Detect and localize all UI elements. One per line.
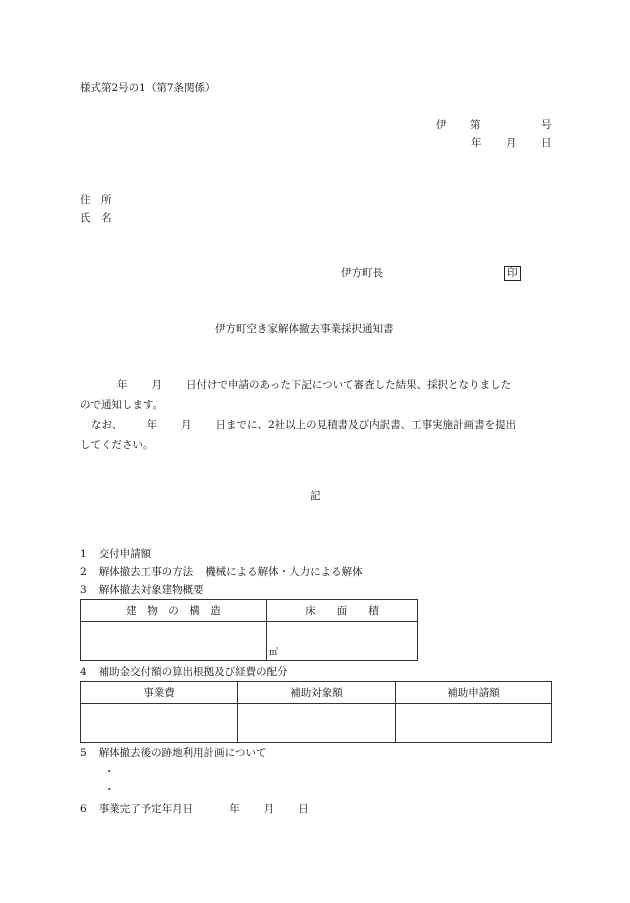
p2-continuation: してください。 (80, 439, 154, 451)
building-structure-cell (81, 622, 267, 661)
date-month: 月 (506, 137, 517, 149)
item-3 (80, 585, 204, 596)
item-4 (80, 667, 288, 678)
item-4-label: 補助金交付額の算出根拠及び経費の配分 (98, 666, 288, 678)
project-cost-cell (81, 704, 238, 743)
item-2-label: 解体撤去工事の方法 (98, 566, 194, 578)
name-label: 氏 名 (80, 212, 112, 224)
ki-heading: 記 (310, 490, 321, 502)
body-paragraph-1 (80, 375, 556, 415)
item-5-num: 5 (80, 747, 87, 759)
p1-text: 日付けで申請のあった下記について審査した結果、採択となりました (186, 379, 512, 391)
item-2 (80, 567, 363, 578)
item-6-label: 事業完了予定年月日 (98, 803, 194, 815)
item-6 (80, 804, 309, 815)
date-day: 日 (541, 137, 552, 149)
item-6-month: 月 (263, 803, 275, 815)
item-4-num: 4 (80, 666, 87, 678)
item-1-label: 交付申請額 (98, 548, 152, 560)
date-year: 年 (471, 137, 482, 149)
item-2-num: 2 (80, 566, 87, 578)
item-5-bullet-1: ・ (104, 766, 115, 778)
item-5-label: 解体撤去後の跡地利用計画について (98, 747, 267, 759)
p1-year: 年 (117, 379, 128, 391)
issuer-title: 伊方町長 (341, 267, 383, 279)
cost-table (80, 681, 552, 743)
p1-month: 月 (151, 379, 162, 391)
doc-no-prefix: 伊 (436, 119, 447, 131)
eligible-amount-header: 補助対象額 (238, 682, 396, 704)
item-3-label: 解体撤去対象建物概要 (98, 584, 204, 596)
item-2-value: 機械による解体・人力による解体 (205, 566, 363, 578)
p1-continuation: ので通知します。 (80, 399, 164, 411)
requested-amount-header: 補助申請額 (396, 682, 552, 704)
item-6-year: 年 (229, 803, 240, 815)
eligible-amount-cell (238, 704, 396, 743)
p2-year: 年 (146, 419, 157, 431)
item-6-num: 6 (80, 803, 87, 815)
item-1 (80, 549, 151, 560)
p2-text: 日までに、2社以上の見積書及び内訳書、工事実施計画書を提出 (215, 419, 517, 431)
doc-no-mid: 第 (470, 119, 481, 131)
floor-area-cell (267, 622, 418, 661)
body-paragraph-2 (80, 415, 556, 455)
floor-area-header: 床 面 積 (267, 600, 418, 622)
building-table (80, 599, 418, 661)
item-6-day: 日 (298, 803, 309, 815)
item-1-num: 1 (80, 548, 87, 560)
address-label: 住 所 (80, 194, 112, 206)
seal-mark: 印 (504, 266, 521, 281)
area-unit: ㎡ (269, 648, 279, 658)
item-5-bullet-2: ・ (104, 784, 115, 796)
item-3-num: 3 (80, 584, 87, 596)
item-5 (80, 748, 266, 759)
form-number: 様式第2号の1（第7条関係） (80, 82, 216, 94)
requested-amount-cell (396, 704, 552, 743)
document-title: 伊方町空き家解体撤去事業採択通知書 (215, 323, 394, 335)
doc-no-suffix: 号 (541, 119, 552, 131)
building-structure-header: 建 物 の 構 造 (81, 600, 267, 622)
p2-start: なお、 (91, 419, 123, 431)
project-cost-header: 事業費 (81, 682, 238, 704)
p2-month: 月 (181, 419, 192, 431)
